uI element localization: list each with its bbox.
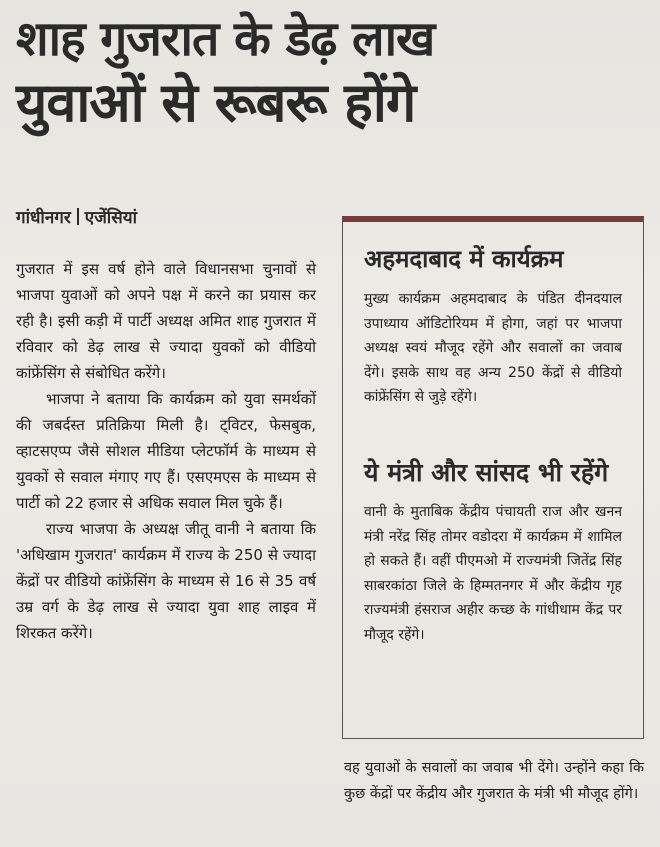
left-column: [16, 256, 316, 646]
dateline-agency: एजेंसियां: [84, 208, 137, 228]
box-body-2: वानी के मुताबिक केंद्रीय पंचायती राज और खनन मंत्री नरेंद्र सिंह तोमर वडोदरा में कार्यक्रम में शामिल हो सकते हैं। वहीं पीएमओ में राज्यमंत्री जितेंद्र सिंह साबरकांठा जिले के हिम्मतनगर में और केंद्रीय गृह राज्यमंत्री हंसराज अहीर कच्छ के गांधीधाम केंद्र पर मौजूद रहेंगे।: [364, 504, 622, 643]
box-subtitle: ये मंत्री और सांसद भी रहेंगे: [364, 458, 609, 487]
dateline: [16, 205, 137, 228]
right-column-continuation: वह युवाओं के सवालों का जवाब भी देंगे। उन्होंने कहा कि कुछ केंद्रों पर केंद्रीय और गुजरात के मंत्री भी मौजूद होंगे।: [344, 760, 644, 802]
left-paragraph-2: भाजपा ने बताया कि कार्यक्रम को युवा समर्थकों की जबर्दस्त प्रतिक्रिया मिली है। ट्विटर, फेसबुक, व्हाटसएप्प जैसे सोशल मीडिया प्लेटफॉर्म के माध्यम से युवकों से सवाल मंगाए गए हैं। एसएमएस के माध्यम से पार्टी को 22 हजार से अधिक सवाल मिल चुके हैं।: [16, 390, 316, 512]
left-paragraph-1: गुजरात में इस वर्ष होने वाले विधानसभा चुनावों से भाजपा युवाओं को अपने पक्ष में करने का प्रयास कर रही है। इसी कड़ी में पार्टी अध्यक्ष अमित शाह गुजरात में रविवार को डेढ़ लाख से ज्यादा युवकों को वीडियो कांफ्रेंसिंग से संबोधित करेंगे।: [16, 260, 316, 382]
dateline-place: गांधीनगर: [16, 208, 71, 228]
left-paragraph-3: राज्य भाजपा के अध्यक्ष जीतू वानी ने बताया कि 'अधिखाम गुजरात' कार्यक्रम में राज्य के 250 से ज्यादा केंद्रों पर वीडियो कांफ्रेंसिंग के माध्यम से 16 से 35 वर्ष उम्र वर्ग के डेढ़ लाख से ज्यादा युवा शाह लाइव में शिरकत करेंगे।: [16, 520, 316, 642]
box-body-1: मुख्य कार्यक्रम अहमदाबाद के पंडित दीनदयाल उपाध्याय ऑडिटोरियम में होगा, जहां पर भाजपा अध्यक्ष स्वयं मौजूद रहेंगे और सवालों का जवाब देंगे। इसके साथ वह अन्य 250 केंद्रों से वीडियो कांफ्रेंसिंग से जुड़े रहेंगे।: [364, 291, 622, 405]
headline-line-2: युवाओं से रूबरू होंगे: [16, 71, 416, 134]
headline-line-1: शाह गुजरात के डेढ़ लाख: [16, 11, 435, 67]
headline: [16, 8, 646, 136]
box-title: अहमदाबाद में कार्यक्रम: [364, 245, 564, 273]
dateline-separator: [77, 208, 79, 225]
